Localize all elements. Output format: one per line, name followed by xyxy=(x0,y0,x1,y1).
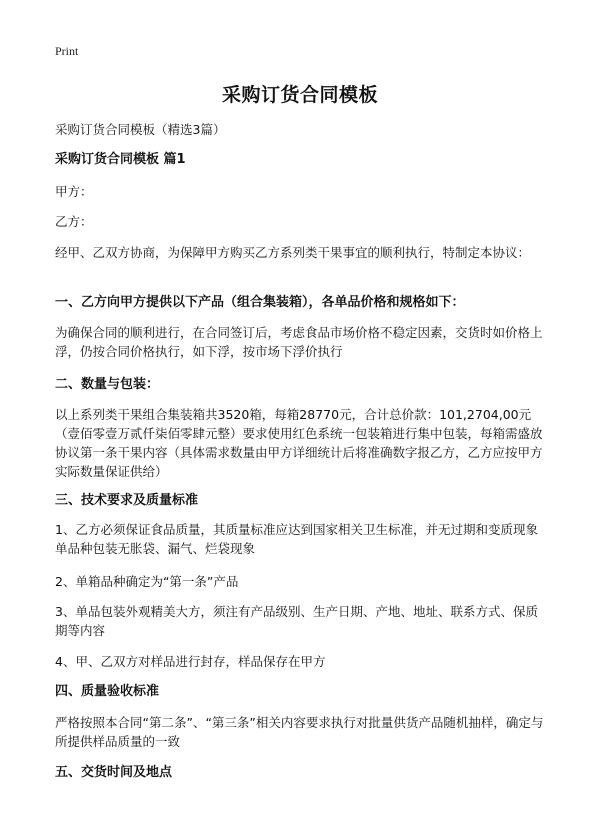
section-3-item-2: 2、单箱品种确定为“第一条”产品 xyxy=(55,574,239,589)
section-1-heading: 一、乙方向甲方提供以下产品（组合集装箱），各单品价格和规格如下： xyxy=(55,295,465,310)
section-1-body: 为确保合同的顺利进行，在合同签订后，考虑食品市场价格不稳定因素，交货时如价格上浮，仍按合同价格执行，如下浮，按市场下浮价执行 xyxy=(55,325,543,359)
party-b-label: 乙方： xyxy=(55,214,93,229)
section-5-heading: 五、交货时间及地点 xyxy=(55,765,173,780)
section-3-heading: 三、技术要求及质量标准 xyxy=(55,493,199,508)
section-2-body: 以上系列类干果组合集装箱共3520箱，每箱28770元，合计总价款：101,2704,00元（壹佰零壹万贰仟柒佰零肆元整）要求使用红色系统一包装箱进行集中包装，每箱需盛放协议第一条干果内容（具体需求数量由甲方详细统计后将准确数字报乙方，乙方应按甲方实际数量保证供给） xyxy=(55,407,543,479)
party-a-label: 甲方： xyxy=(55,184,93,199)
section-4-heading: 四、质量验收标准 xyxy=(55,684,160,699)
print-link[interactable]: Print xyxy=(55,44,79,58)
section-3-item-1: 1、乙方必须保证食品质量，其质量标准应达到国家相关卫生标准，并无过期和变质现象单品种包装无胀袋、漏气、烂袋现象 xyxy=(55,522,538,556)
section-3-item-4: 4、甲、乙双方对样品进行封存，样品保存在甲方 xyxy=(55,654,326,669)
intro-paragraph: 经甲、乙双方协商，为保障甲方购买乙方系列类干果事宜的顺利执行，特制定本协议： xyxy=(55,245,531,260)
section-2-heading: 二、数量与包装： xyxy=(55,377,160,392)
section-4-body: 严格按照本合同“第二条”、“第三条”相关内容要求执行对批量供货产品随机抽样，确定与所提供样品质量的一致 xyxy=(55,715,544,749)
page-title: 采购订货合同模板 xyxy=(221,84,378,106)
subtitle: 采购订货合同模板（精选3篇） xyxy=(55,122,226,137)
article-heading: 采购订货合同模板 篇1 xyxy=(55,152,186,167)
section-3-item-3: 3、单品包装外观精美大方，须注有产品级别、生产日期、产地、地址、联系方式、保质期等内容 xyxy=(55,604,538,638)
